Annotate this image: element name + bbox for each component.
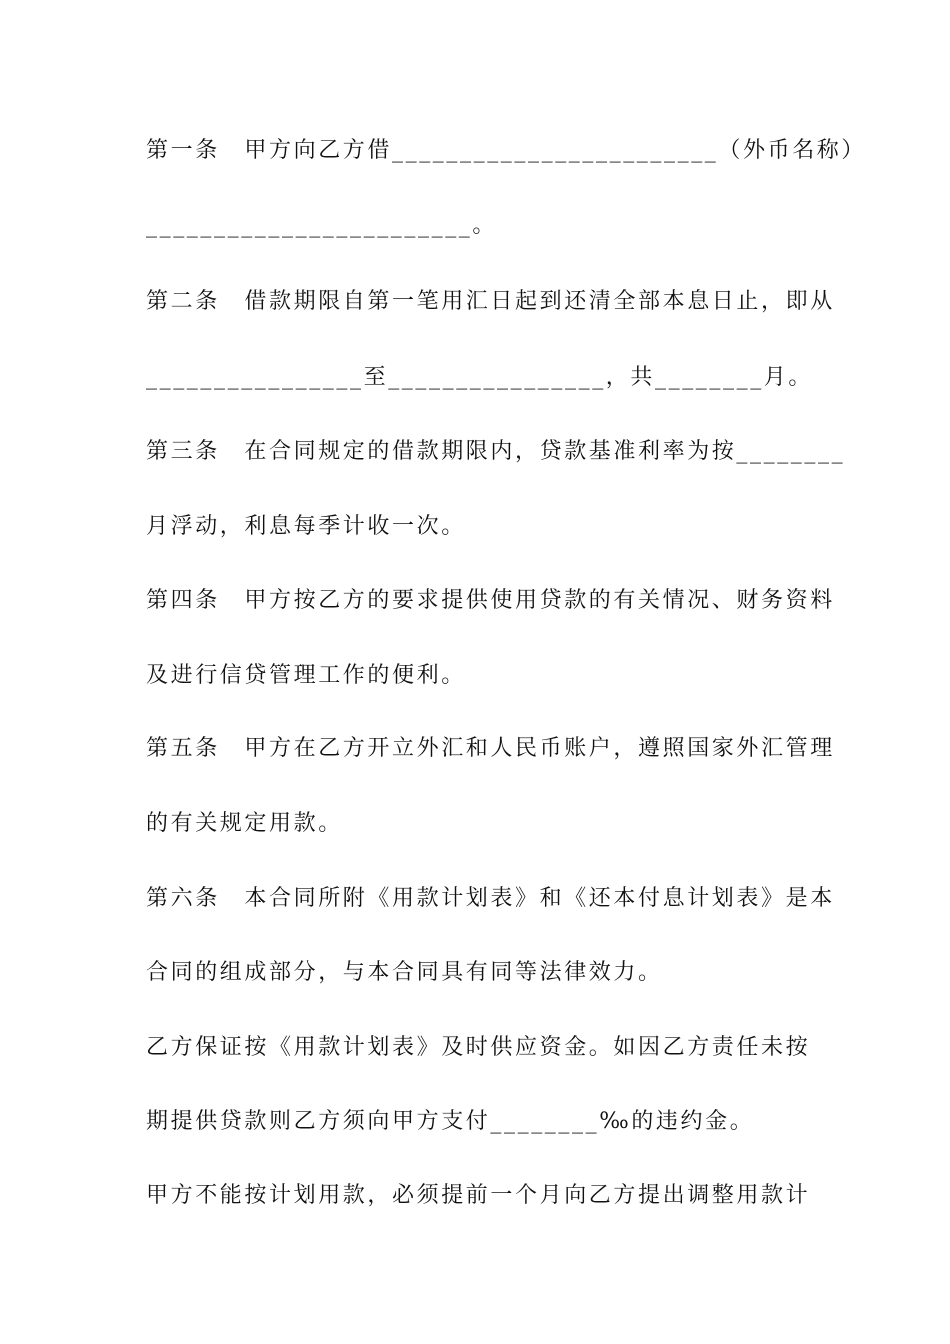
- article-6-line-1: 第六条 本合同所附《用款计划表》和《还本付息计划表》是本: [146, 886, 835, 911]
- article-3-line-2: 月浮动，利息每季计收一次。: [146, 514, 466, 539]
- article-6-line-2: 合同的组成部分，与本合同具有同等法律效力。: [146, 960, 663, 985]
- article-2-line-2: ________________至________________，共________月。: [146, 365, 813, 390]
- article-4-line-1: 第四条 甲方按乙方的要求提供使用贷款的有关情况、财务资料: [146, 588, 835, 613]
- article-1-line-2: ________________________。: [146, 213, 497, 238]
- paragraph-supply-line-2: 期提供贷款则乙方须向甲方支付________‰的违约金。: [146, 1109, 755, 1134]
- article-1-line-1: 第一条 甲方向乙方借________________________（外币名称）: [146, 138, 867, 163]
- article-2-line-1: 第二条 借款期限自第一笔用汇日起到还清全部本息日止，即从: [146, 289, 835, 314]
- article-5-line-2: 的有关规定用款。: [146, 811, 343, 836]
- article-3-line-1: 第三条 在合同规定的借款期限内，贷款基准利率为按________: [146, 439, 846, 464]
- article-4-line-2: 及进行信贷管理工作的便利。: [146, 663, 466, 688]
- paragraph-supply-line-1: 乙方保证按《用款计划表》及时供应资金。如因乙方责任未按: [146, 1035, 811, 1060]
- article-5-line-1: 第五条 甲方在乙方开立外汇和人民币账户，遵照国家外汇管理: [146, 736, 835, 761]
- paragraph-adjust-line-1: 甲方不能按计划用款，必须提前一个月向乙方提出调整用款计: [146, 1183, 811, 1208]
